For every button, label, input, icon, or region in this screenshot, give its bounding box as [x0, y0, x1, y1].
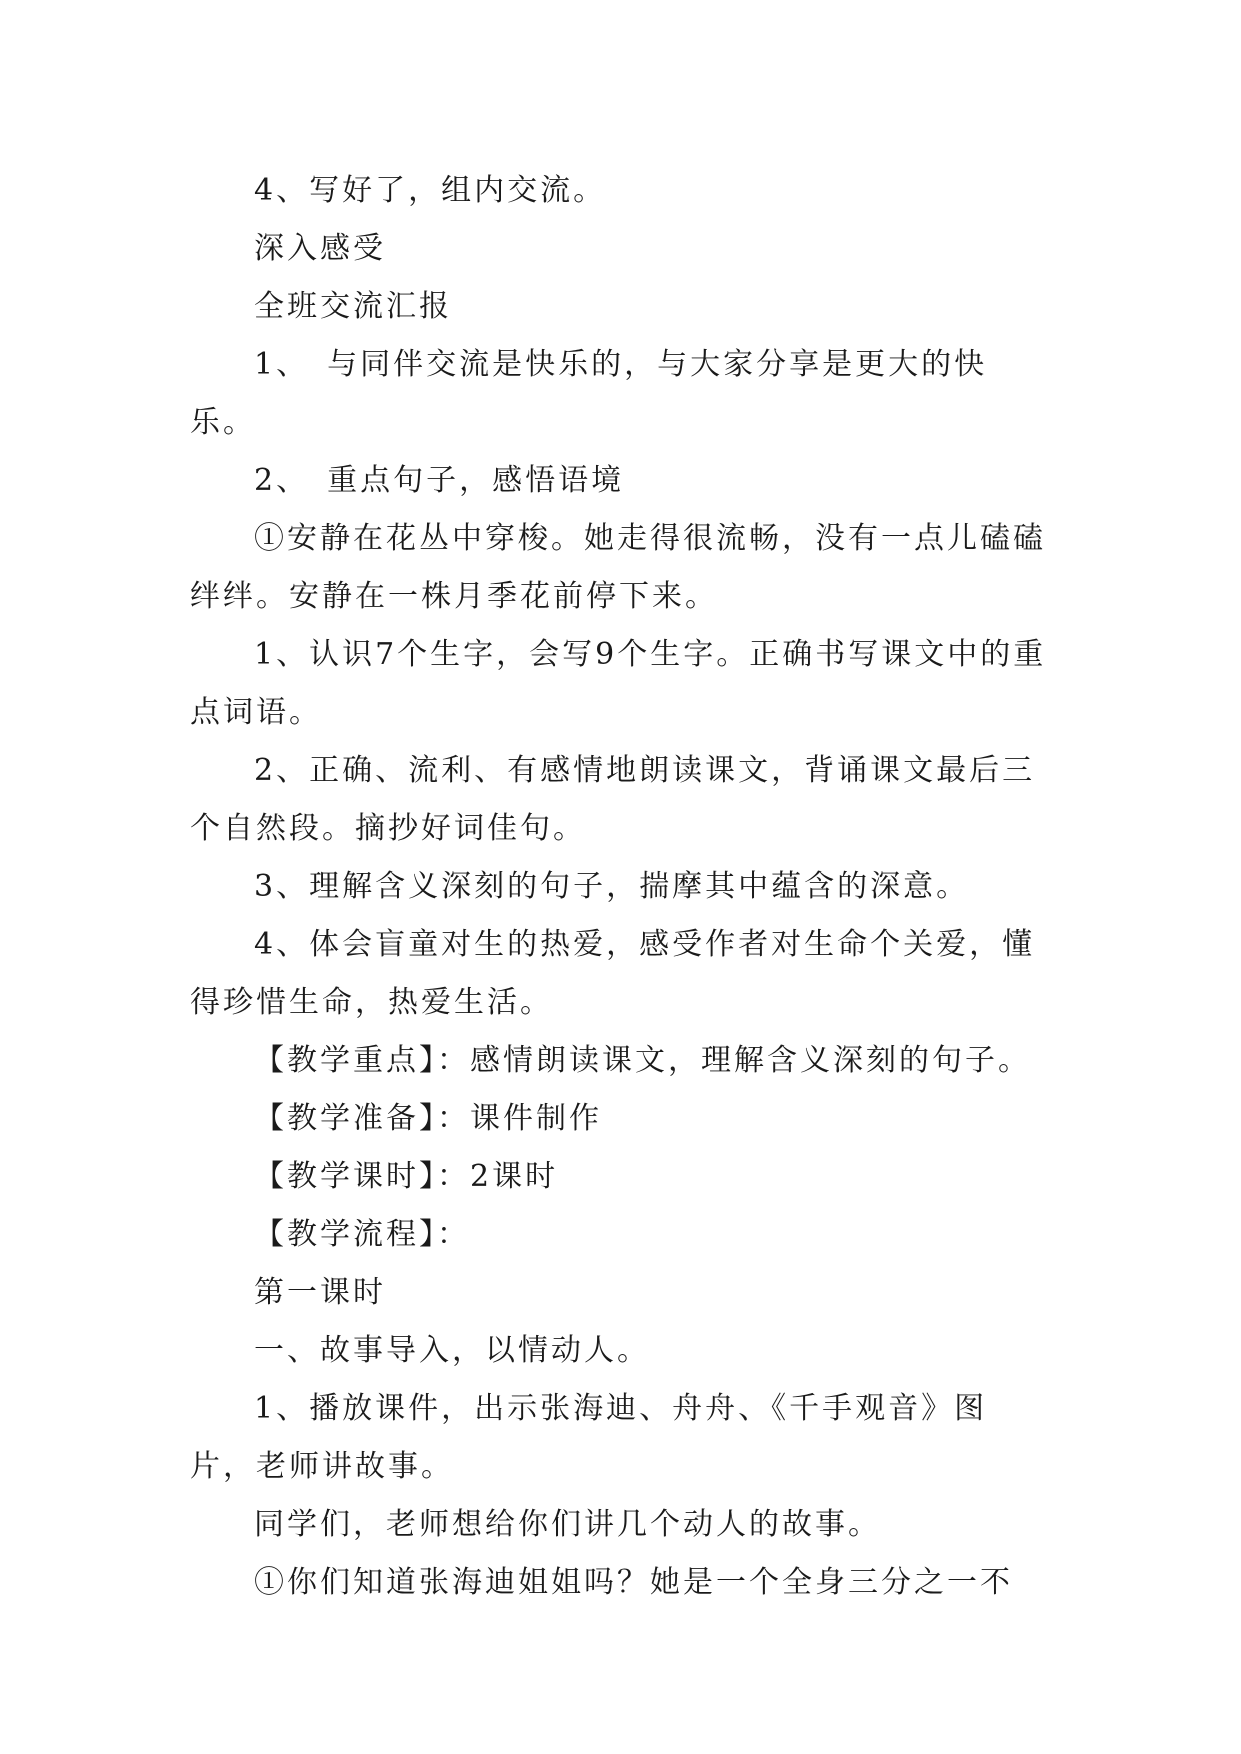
- paragraph-4: 1、 与同伴交流是快乐的，与大家分享是更大的快乐。: [190, 347, 988, 440]
- paragraph-6: ①安静在花丛中穿梭。她走得很流畅，没有一点儿磕磕绊绊。安静在一株月季花前停下来。: [190, 521, 1046, 614]
- story-1: ①你们知道张海迪姐姐吗？她是一个全身三分之一不: [254, 1565, 1013, 1600]
- teaching-preparation: 【教学准备】：课件制作: [254, 1101, 602, 1136]
- teaching-focus: 【教学重点】：感情朗读课文，理解含义深刻的句子。: [254, 1043, 1031, 1078]
- goal-1: 1、认识7个生字，会写9个生字。正确书写课文中的重点词语。: [190, 637, 1047, 730]
- paragraph-1: 4、写好了，组内交流。: [254, 173, 607, 208]
- teacher-intro: 同学们，老师想给你们讲几个动人的故事。: [254, 1507, 881, 1542]
- step-one-heading: 一、故事导入，以情动人。: [254, 1333, 650, 1368]
- goal-4: 4、体会盲童对生的热爱，感受作者对生命个关爱，懂得珍惜生命，热爱生活。: [190, 927, 1036, 1020]
- teaching-process: 【教学流程】：: [254, 1217, 470, 1252]
- section-heading-class-report: 全班交流汇报: [254, 289, 452, 324]
- document-body: [190, 162, 1052, 1612]
- step-one-item-1: 1、播放课件，出示张海迪、舟舟、《千手观音》图片，老师讲故事。: [190, 1391, 988, 1484]
- goal-2: 2、正确、流利、有感情地朗读课文，背诵课文最后三个自然段。摘抄好词佳句。: [190, 753, 1036, 846]
- teaching-hours: 【教学课时】：2课时: [254, 1159, 559, 1194]
- section-heading-deep-feeling: 深入感受: [254, 231, 386, 266]
- lesson-one-heading: 第一课时: [254, 1275, 386, 1310]
- goal-3: 3、理解含义深刻的句子，揣摩其中蕴含的深意。: [254, 869, 970, 904]
- paragraph-5: 2、 重点句子，感悟语境: [254, 463, 625, 498]
